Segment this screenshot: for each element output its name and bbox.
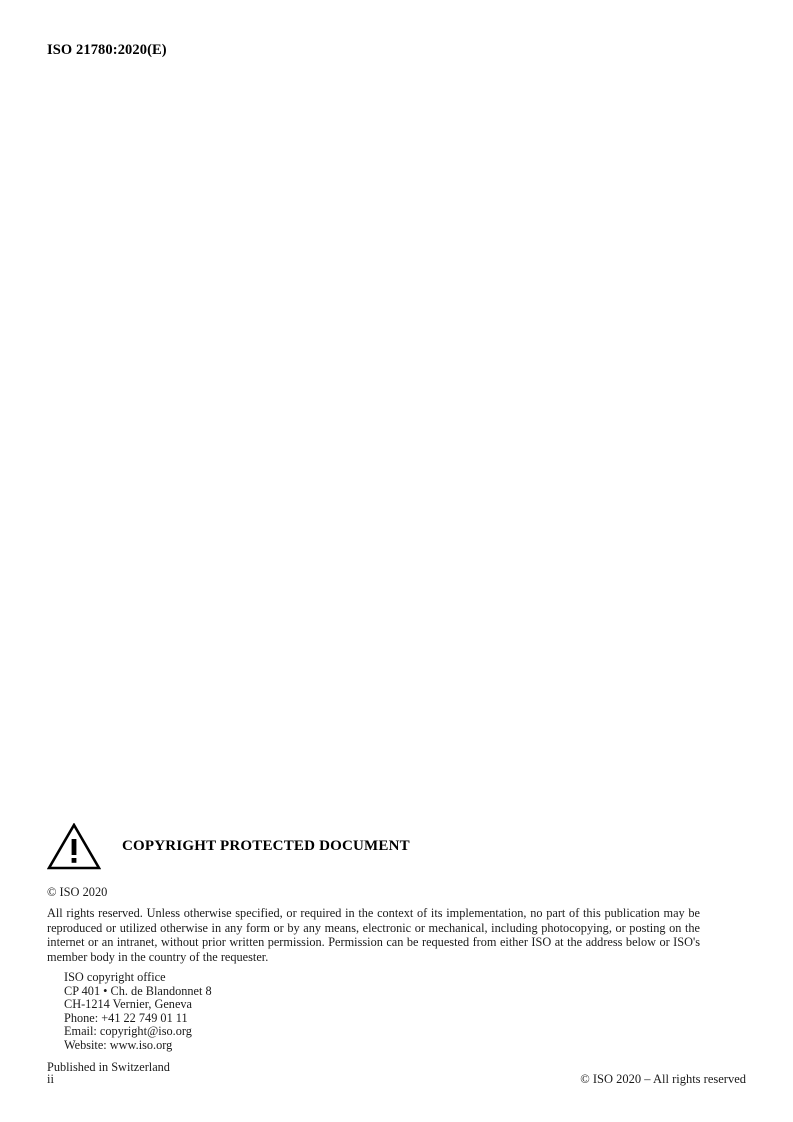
copyright-year: © ISO 2020 bbox=[47, 885, 108, 899]
page-footer bbox=[47, 1072, 746, 1088]
footer-rights-statement: © ISO 2020 – All rights reserved bbox=[580, 1072, 746, 1086]
copyright-title: COPYRIGHT PROTECTED DOCUMENT bbox=[122, 837, 410, 854]
page-header-standard-reference: ISO 21780:2020(E) bbox=[47, 42, 167, 58]
address-website: Website: www.iso.org bbox=[64, 1037, 173, 1052]
warning-triangle-icon bbox=[47, 823, 101, 870]
address-line-1: CP 401 • Ch. de Blandonnet 8 bbox=[64, 983, 212, 998]
copyright-notice-text: All rights reserved. Unless otherwise specified, or required in the context of its implementation, no part of this publication may be reproduced or utilized otherwise in any form or by any means, electronic or mechanical, including photocopying, or posting on the internet or an intranet, without prior written permission. Permission can be requested from either ISO at the address below or ISO's member body in the country of the requester. bbox=[47, 906, 700, 964]
address-phone: Phone: +41 22 749 01 11 bbox=[64, 1010, 188, 1025]
copyright-office-address bbox=[64, 971, 701, 1052]
copyright-title-row bbox=[47, 820, 701, 872]
published-in-text: Published in Switzerland bbox=[47, 1060, 170, 1075]
copyright-protected-document-block bbox=[47, 820, 701, 1075]
address-office: ISO copyright office bbox=[64, 970, 166, 985]
address-email: Email: copyright@iso.org bbox=[64, 1024, 192, 1039]
address-line-2: CH-1214 Vernier, Geneva bbox=[64, 997, 193, 1012]
footer-page-number: ii bbox=[47, 1072, 54, 1086]
